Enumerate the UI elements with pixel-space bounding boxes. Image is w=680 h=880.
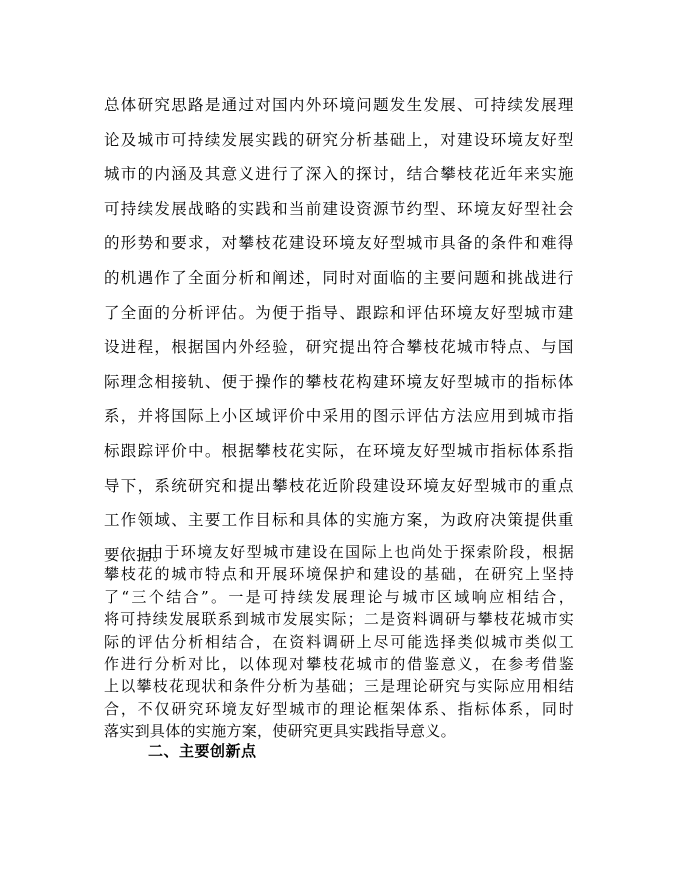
paragraph-line: 上以攀枝花现状和条件分析为基础；三是理论研究与实际应用相结 (104, 677, 574, 696)
paragraph-line: 可持续发展战略的实践和当前建设资源节约型、环境友好型社会 (104, 199, 574, 218)
paragraph-line: 的机遇作了全面分析和阐述，同时对面临的主要问题和挑战进行 (104, 268, 574, 287)
paragraph-three-combinations (104, 541, 574, 743)
paragraph-line: 攀枝花的城市特点和开展环境保护和建设的基础，在研究上坚持 (104, 565, 574, 584)
paragraph-line: 际理念相接轨、便于操作的攀枝花构建环境友好型城市的指标体 (104, 372, 574, 391)
paragraph-line: 的形势和要求，对攀枝花建设环境友好型城市具备的条件和难得 (104, 234, 574, 253)
paragraph-line: 合，不仅研究环境友好型城市的理论框架体系、指标体系，同时 (104, 699, 574, 718)
paragraph-line: 工作领域、主要工作目标和具体的实施方案，为政府决策提供重 (104, 511, 574, 530)
paragraph-research-approach (104, 88, 574, 572)
paragraph-line: 城市的内涵及其意义进行了深入的探讨，结合攀枝花近年来实施 (104, 165, 574, 184)
paragraph-line: 论及城市可持续发展实践的研究分析基础上，对建设环境友好型 (104, 130, 574, 149)
paragraph-line: 系，并将国际上小区域评价中采用的图示评估方法应用到城市指 (104, 407, 574, 426)
paragraph-line: 将可持续发展联系到城市发展实际；二是资料调研与攀枝花城市实 (104, 610, 574, 629)
paragraph-line: 了“三个结合”。一是可持续发展理论与城市区域响应相结合， (104, 587, 574, 606)
paragraph-line: 设进程，根据国内外经验，研究提出符合攀枝花城市特点、与国 (104, 338, 574, 357)
paragraph-line: 标跟踪评价中。根据攀枝花实际，在环境友好型城市指标体系指 (104, 441, 574, 460)
paragraph-line: 落实到具体的实施方案，使研究更具实践指导意义。 (104, 722, 456, 741)
paragraph-line: 作进行分析对比，以体现对攀枝花城市的借鉴意义，在参考借鉴 (104, 654, 574, 673)
section-heading: 二、主要创新点 (148, 742, 257, 760)
paragraph-line: 际的评估分析相结合，在资料调研上尽可能选择类似城市类似工 (104, 632, 574, 651)
paragraph-line: 了全面的分析评估。为便于指导、跟踪和评估环境友好型城市建 (104, 303, 574, 322)
paragraph-line: 要依据。 (104, 545, 169, 564)
paragraph-line: 总体研究思路是通过对国内外环境问题发生发展、可持续发展理 (104, 96, 574, 114)
paragraph-line: 导下，系统研究和提出攀枝花近阶段建设环境友好型城市的重点 (104, 476, 574, 495)
paragraph-line: 由于环境友好型城市建设在国际上也尚处于探索阶段，根据 (148, 543, 574, 561)
